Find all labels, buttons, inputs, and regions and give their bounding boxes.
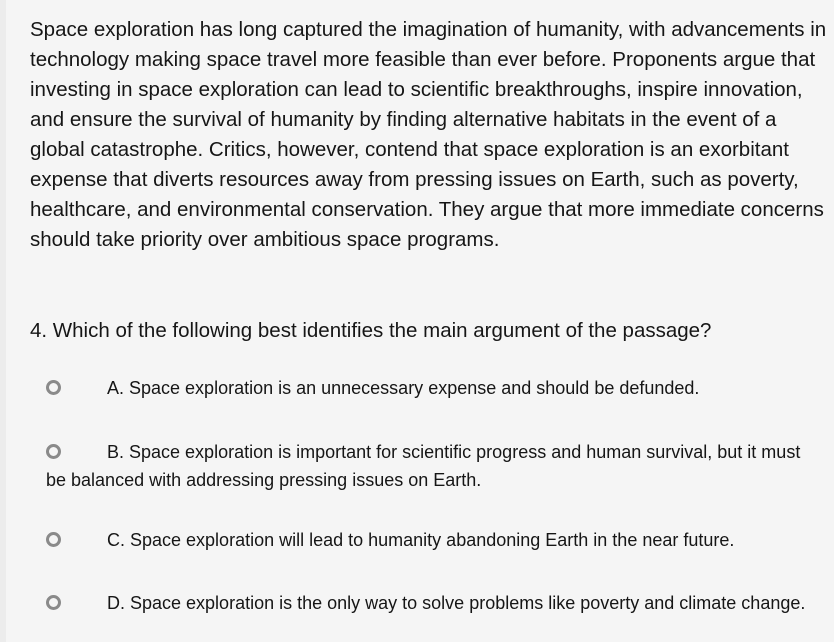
- radio-button-icon[interactable]: [46, 444, 61, 459]
- answer-option-label: C. Space exploration will lead to humanity abandoning Earth in the near future.: [107, 530, 735, 550]
- answer-option-label: D. Space exploration is the only way to solve problems like poverty and climate change.: [107, 593, 806, 613]
- answer-option-d[interactable]: [46, 589, 821, 617]
- answer-option-a[interactable]: [46, 374, 821, 402]
- question-card: [6, 0, 834, 642]
- answer-option-c[interactable]: [46, 526, 821, 554]
- radio-button-icon[interactable]: [46, 595, 61, 610]
- answer-option-label: A. Space exploration is an unnecessary expense and should be defunded.: [107, 378, 700, 398]
- radio-button-icon[interactable]: [46, 380, 61, 395]
- question-prompt: 4. Which of the following best identifies the main argument of the passage?: [30, 319, 712, 342]
- passage-text: Space exploration has long captured the imagination of humanity, with advancements in technology making space travel more feasible than ever before. Proponents argue that investing in space exploration can lead to scientific breakthroughs, inspire innovation, and ensure the survival of humanity by finding alternative habitats in the event of a global catastrophe. Critics, however, contend that space exploration is an exorbitant expense that diverts resources away from pressing issues on Earth, such as poverty, healthcare, and environmental conservation. They argue that more immediate concerns should take priority over ambitious space programs.: [30, 18, 827, 251]
- answer-option-label: B. Space exploration is important for scientific progress and human survival, but it must be balanced with addressing pressing issues on Earth.: [46, 442, 801, 490]
- answer-option-b[interactable]: [46, 438, 821, 494]
- radio-button-icon[interactable]: [46, 532, 61, 547]
